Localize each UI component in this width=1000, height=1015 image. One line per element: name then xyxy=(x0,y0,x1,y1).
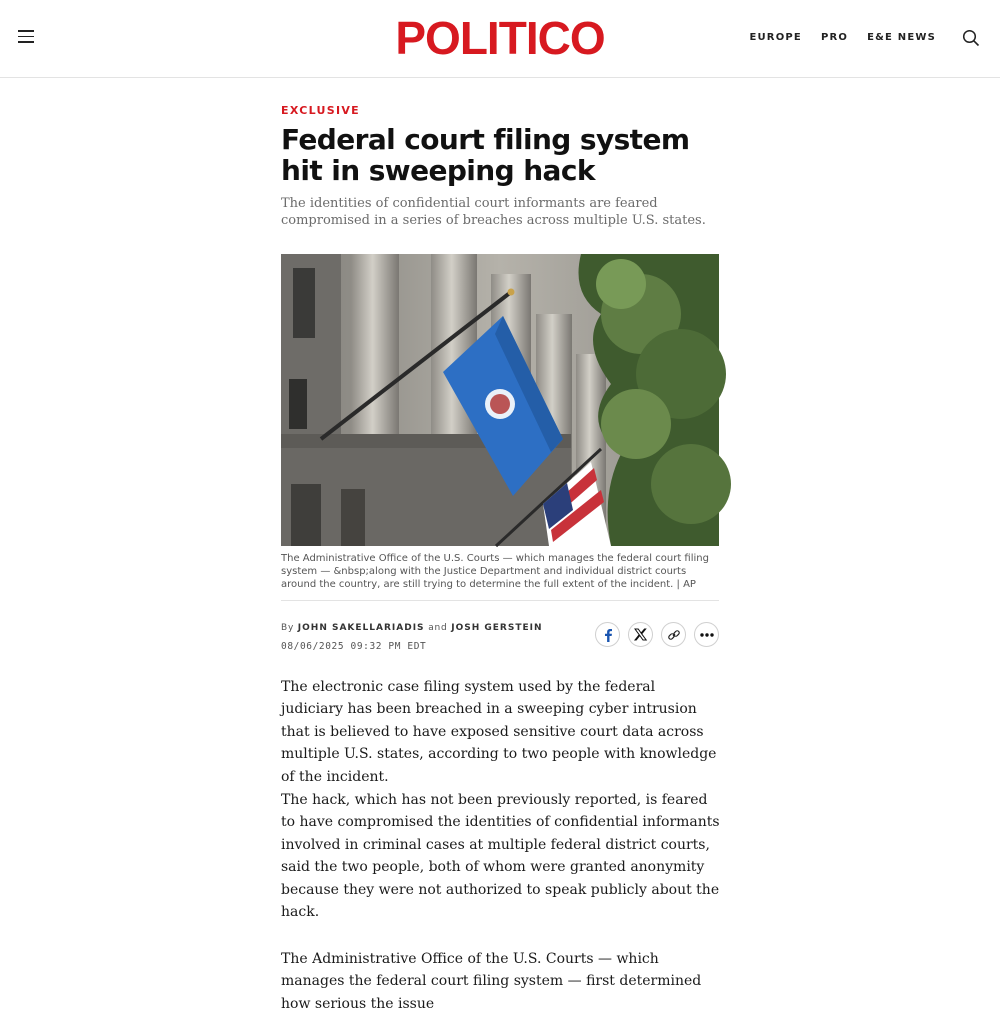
article-kicker: EXCLUSIVE xyxy=(281,104,360,117)
byline-by: By xyxy=(281,623,295,633)
nav-pro[interactable]: PRO xyxy=(820,32,849,43)
publish-date: 08/06/2025 09:32 PM EDT xyxy=(281,641,427,652)
article-paragraph: The hack, which has not been previously reported, is feared to have compromised the identities of confidential informants involved in criminal cases at multiple federal district courts, said the two people, both of whom were granted anonymity because they were not authorized to speak publicly about the hack. xyxy=(281,792,720,921)
share-bar xyxy=(595,622,719,647)
article-paragraph: The Administrative Office of the U.S. Courts — which manages the federal court filing system — first determined how serious the issue xyxy=(281,951,702,1012)
link-icon[interactable] xyxy=(661,622,686,647)
photo-caption: The Administrative Office of the U.S. Courts — which manages the federal court filing system — &nbsp;along with the Justice Department and individual district courts around the country, are still trying to determine the full extent of the incident. | AP xyxy=(281,553,709,590)
article-dek: The identities of confidential court informants are feared compromised in a series of breaches across multiple U.S. states. xyxy=(281,196,706,228)
article-paragraph: The electronic case filing system used by the federal judiciary has been breached in a sweeping cyber intrusion that is believed to have exposed sensitive court data across multiple U.S. states, according to two people with knowledge of the incident. xyxy=(281,679,717,785)
x-icon[interactable] xyxy=(628,622,653,647)
top-nav xyxy=(749,32,936,43)
more-icon[interactable] xyxy=(694,622,719,647)
article-headline: Federal court filing system hit in sweeping hack xyxy=(281,123,690,187)
site-header xyxy=(0,0,1000,78)
search-icon[interactable] xyxy=(962,29,980,47)
author-link[interactable]: JOHN SAKELLARIADIS xyxy=(297,623,425,633)
nav-europe[interactable]: EUROPE xyxy=(749,32,802,43)
byline xyxy=(281,623,542,633)
lead-photo xyxy=(281,254,719,546)
nav-ee-news[interactable]: E&E NEWS xyxy=(867,32,936,43)
divider xyxy=(281,600,719,601)
politico-logo[interactable]: POLITICO xyxy=(395,12,605,64)
facebook-icon[interactable] xyxy=(595,622,620,647)
author-link[interactable]: JOSH GERSTEIN xyxy=(451,623,543,633)
byline-and: and xyxy=(428,623,448,633)
